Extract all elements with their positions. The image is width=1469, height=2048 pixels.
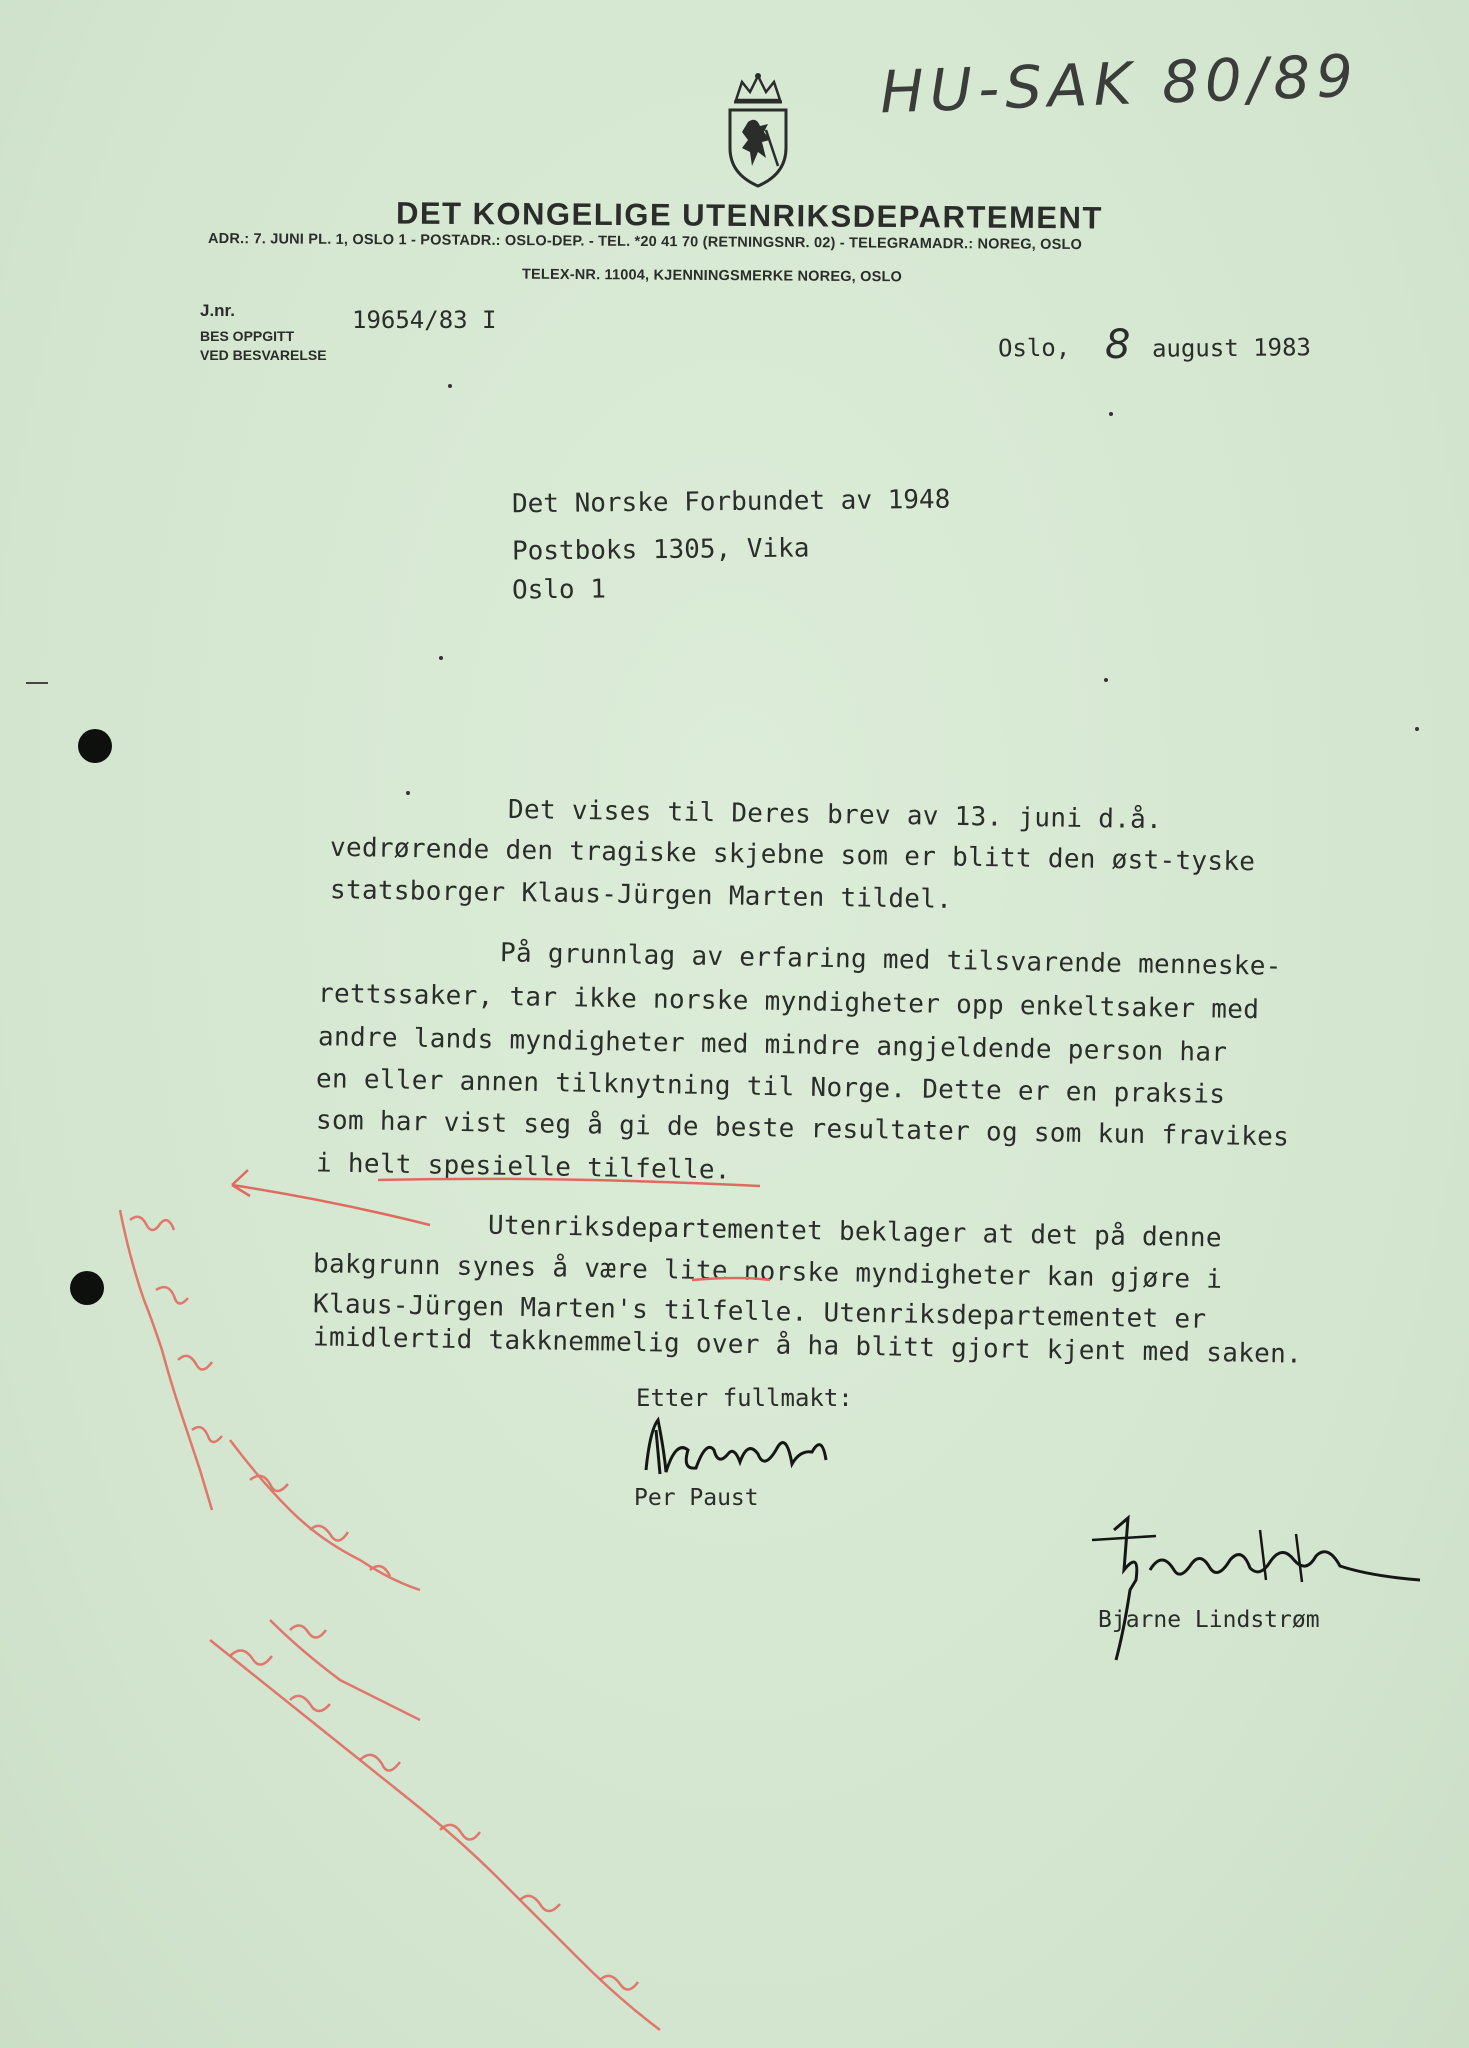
- department-address-line-1: ADR.: 7. JUNI PL. 1, OSLO 1 - POSTADR.: OSLO-DEP. - TEL. *20 41 70 (RETNINGSNR. 02) - TELEGRAMADR.: NOREG, OSLO: [207, 230, 1083, 254]
- authority-line: Etter fullmakt:: [636, 1384, 853, 1412]
- journal-number-value: 19654/83 I: [352, 306, 497, 334]
- signer-2-name: Bjarne Lindstrøm: [1098, 1607, 1320, 1633]
- journal-number-label: J.nr.: [200, 301, 235, 320]
- signer-1-name: Per Paust: [634, 1485, 759, 1511]
- body-p3-line-2: bakgrunn synes å være lite norske myndigheter kan gjøre i: [312, 1249, 1223, 1295]
- body-p2-line-6: i helt spesielle tilfelle.: [315, 1148, 732, 1186]
- body-p2-line-3: andre lands myndigheter med mindre angjeldende person har: [317, 1022, 1228, 1068]
- body-p3-line-1: Utenriksdepartementet beklager at det på denne: [487, 1210, 1223, 1254]
- reference-note-line-2: VED BESVARELSE: [200, 347, 327, 363]
- body-p3-line-4: imidlertid takknemmelig over å ha blitt gjort kjent med saken.: [312, 1322, 1303, 1370]
- body-p2-line-4: en eller annen tilknytning til Norge. Dette er en praksis: [315, 1064, 1226, 1110]
- body-p3-line-3: Klaus-Jürgen Marten's tilfelle. Utenriksdepartementet er: [312, 1289, 1207, 1335]
- date-day-handwritten: 8: [1105, 322, 1131, 368]
- body-p1-line-3: statsborger Klaus-Jürgen Marten tildel.: [329, 875, 953, 915]
- red-handwritten-margin-note: [60, 1180, 760, 2040]
- department-address-line-2: TELEX-NR. 11004, KJENNINGSMERKE NOREG, OSLO: [521, 266, 903, 286]
- body-p2-line-2: rettssaker, tar ikke norske myndigheter opp enkeltsaker med: [317, 978, 1260, 1026]
- body-p2-line-1: På grunnlag av erfaring med tilsvarende menneske-: [499, 938, 1282, 982]
- reference-note-line-1: BES OPPGITT: [200, 328, 295, 344]
- body-p1-line-1: Det vises til Deres brev av 13. juni d.å.: [507, 794, 1163, 836]
- recipient-line-1: Det Norske Forbundet av 1948: [511, 484, 951, 520]
- handwritten-case-reference: HU-SAK 80/89: [878, 41, 1361, 127]
- date-month-year: august 1983: [1151, 333, 1312, 363]
- body-p2-line-5: som har vist seg å gi de beste resultater og som kun fravikes: [315, 1105, 1290, 1153]
- date-place: Oslo,: [997, 333, 1071, 363]
- signature-bjarne-lindstrom: [1070, 1510, 1430, 1680]
- recipient-line-2: Postboks 1305, Vika: [511, 533, 810, 567]
- department-title: DET KONGELIGE UTENRIKSDEPARTEMENT: [395, 195, 1103, 236]
- recipient-line-3: Oslo 1: [511, 574, 607, 606]
- body-p1-line-2: vedrørende den tragiske skjebne som er blitt den øst-tyske: [329, 832, 1256, 878]
